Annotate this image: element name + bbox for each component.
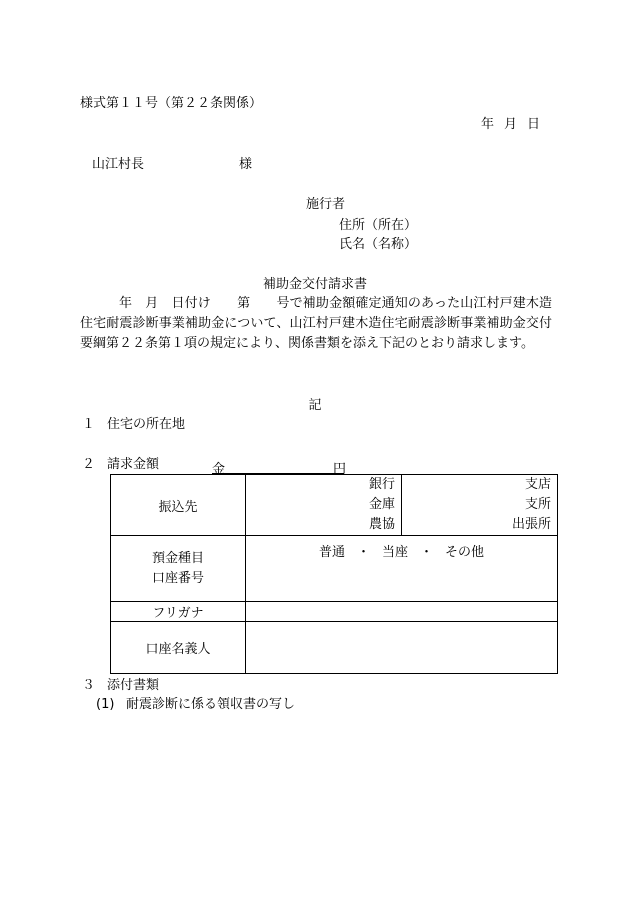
recipient-name: 山江村長 bbox=[92, 157, 145, 172]
branch-type-cell[interactable] bbox=[402, 475, 558, 536]
account-type-sonota[interactable]: その他 bbox=[445, 545, 485, 560]
form-number: 様式第１１号（第２２条関係） bbox=[80, 96, 263, 111]
body-text: 年 月 日付け 第 号で補助金額確定通知のあった山江村戸建木造住宅耐震診断事業補助金について、山江村戸建木造住宅耐震診断事業補助金交付要綱第２２条第１項の規定により、関係書類を添え下記のとおり請求します。 bbox=[80, 296, 552, 351]
account-type-label: 預金種目 bbox=[151, 550, 204, 566]
account-type-futsu[interactable]: 普通 bbox=[318, 545, 345, 560]
branch-type-shutchojo: 出張所 bbox=[511, 517, 551, 532]
section-3-label: 添付書類 bbox=[107, 678, 160, 693]
account-number-label: 口座番号 bbox=[151, 570, 204, 586]
account-type-toza[interactable]: 当座 bbox=[381, 545, 408, 560]
attachment-item bbox=[96, 698, 295, 711]
recipient-honorific: 様 bbox=[239, 157, 253, 172]
amount-yen: 円 bbox=[333, 462, 347, 477]
bank-type-ginko: 銀行 bbox=[368, 477, 395, 492]
separator-dot: ・ bbox=[356, 545, 370, 560]
amount-kin: 金 bbox=[212, 462, 226, 477]
account-type-options[interactable] bbox=[246, 536, 558, 602]
date-line: 年月日 bbox=[480, 117, 550, 132]
section-1 bbox=[82, 418, 185, 431]
holder-label: 口座名義人 bbox=[111, 622, 246, 674]
section-2 bbox=[82, 458, 159, 471]
section-1-number: １ bbox=[82, 417, 96, 432]
branch-type-shisho: 支所 bbox=[524, 497, 551, 512]
ki-heading: 記 bbox=[308, 398, 322, 413]
branch-type-shiten: 支店 bbox=[524, 477, 551, 492]
name-label: 氏名（名称） bbox=[339, 237, 418, 252]
account-labels-cell bbox=[111, 536, 246, 602]
section-1-label: 住宅の所在地 bbox=[107, 417, 186, 432]
document-title: 補助金交付請求書 bbox=[262, 277, 367, 292]
holder-field[interactable] bbox=[246, 622, 558, 674]
section-2-label: 請求金額 bbox=[107, 457, 160, 472]
section-3 bbox=[82, 679, 159, 692]
bank-type-nokyo: 農協 bbox=[368, 517, 395, 532]
section-3-number: ３ bbox=[82, 678, 96, 693]
amount-field[interactable] bbox=[212, 458, 347, 477]
furigana-label: フリガナ bbox=[111, 602, 246, 622]
bank-type-kinko: 金庫 bbox=[368, 497, 395, 512]
attachment-item-text: 耐震診断に係る領収書の写し bbox=[126, 697, 296, 712]
separator-dot: ・ bbox=[420, 545, 434, 560]
bank-account-table bbox=[110, 474, 558, 674]
transfer-label: 振込先 bbox=[111, 475, 246, 536]
furigana-field[interactable] bbox=[246, 602, 558, 622]
section-2-number: ２ bbox=[82, 457, 96, 472]
attachment-item-number: (1) bbox=[96, 697, 115, 712]
applicant-label: 施行者 bbox=[306, 197, 346, 212]
bank-type-cell[interactable] bbox=[246, 475, 402, 536]
address-label: 住所（所在） bbox=[339, 218, 418, 233]
